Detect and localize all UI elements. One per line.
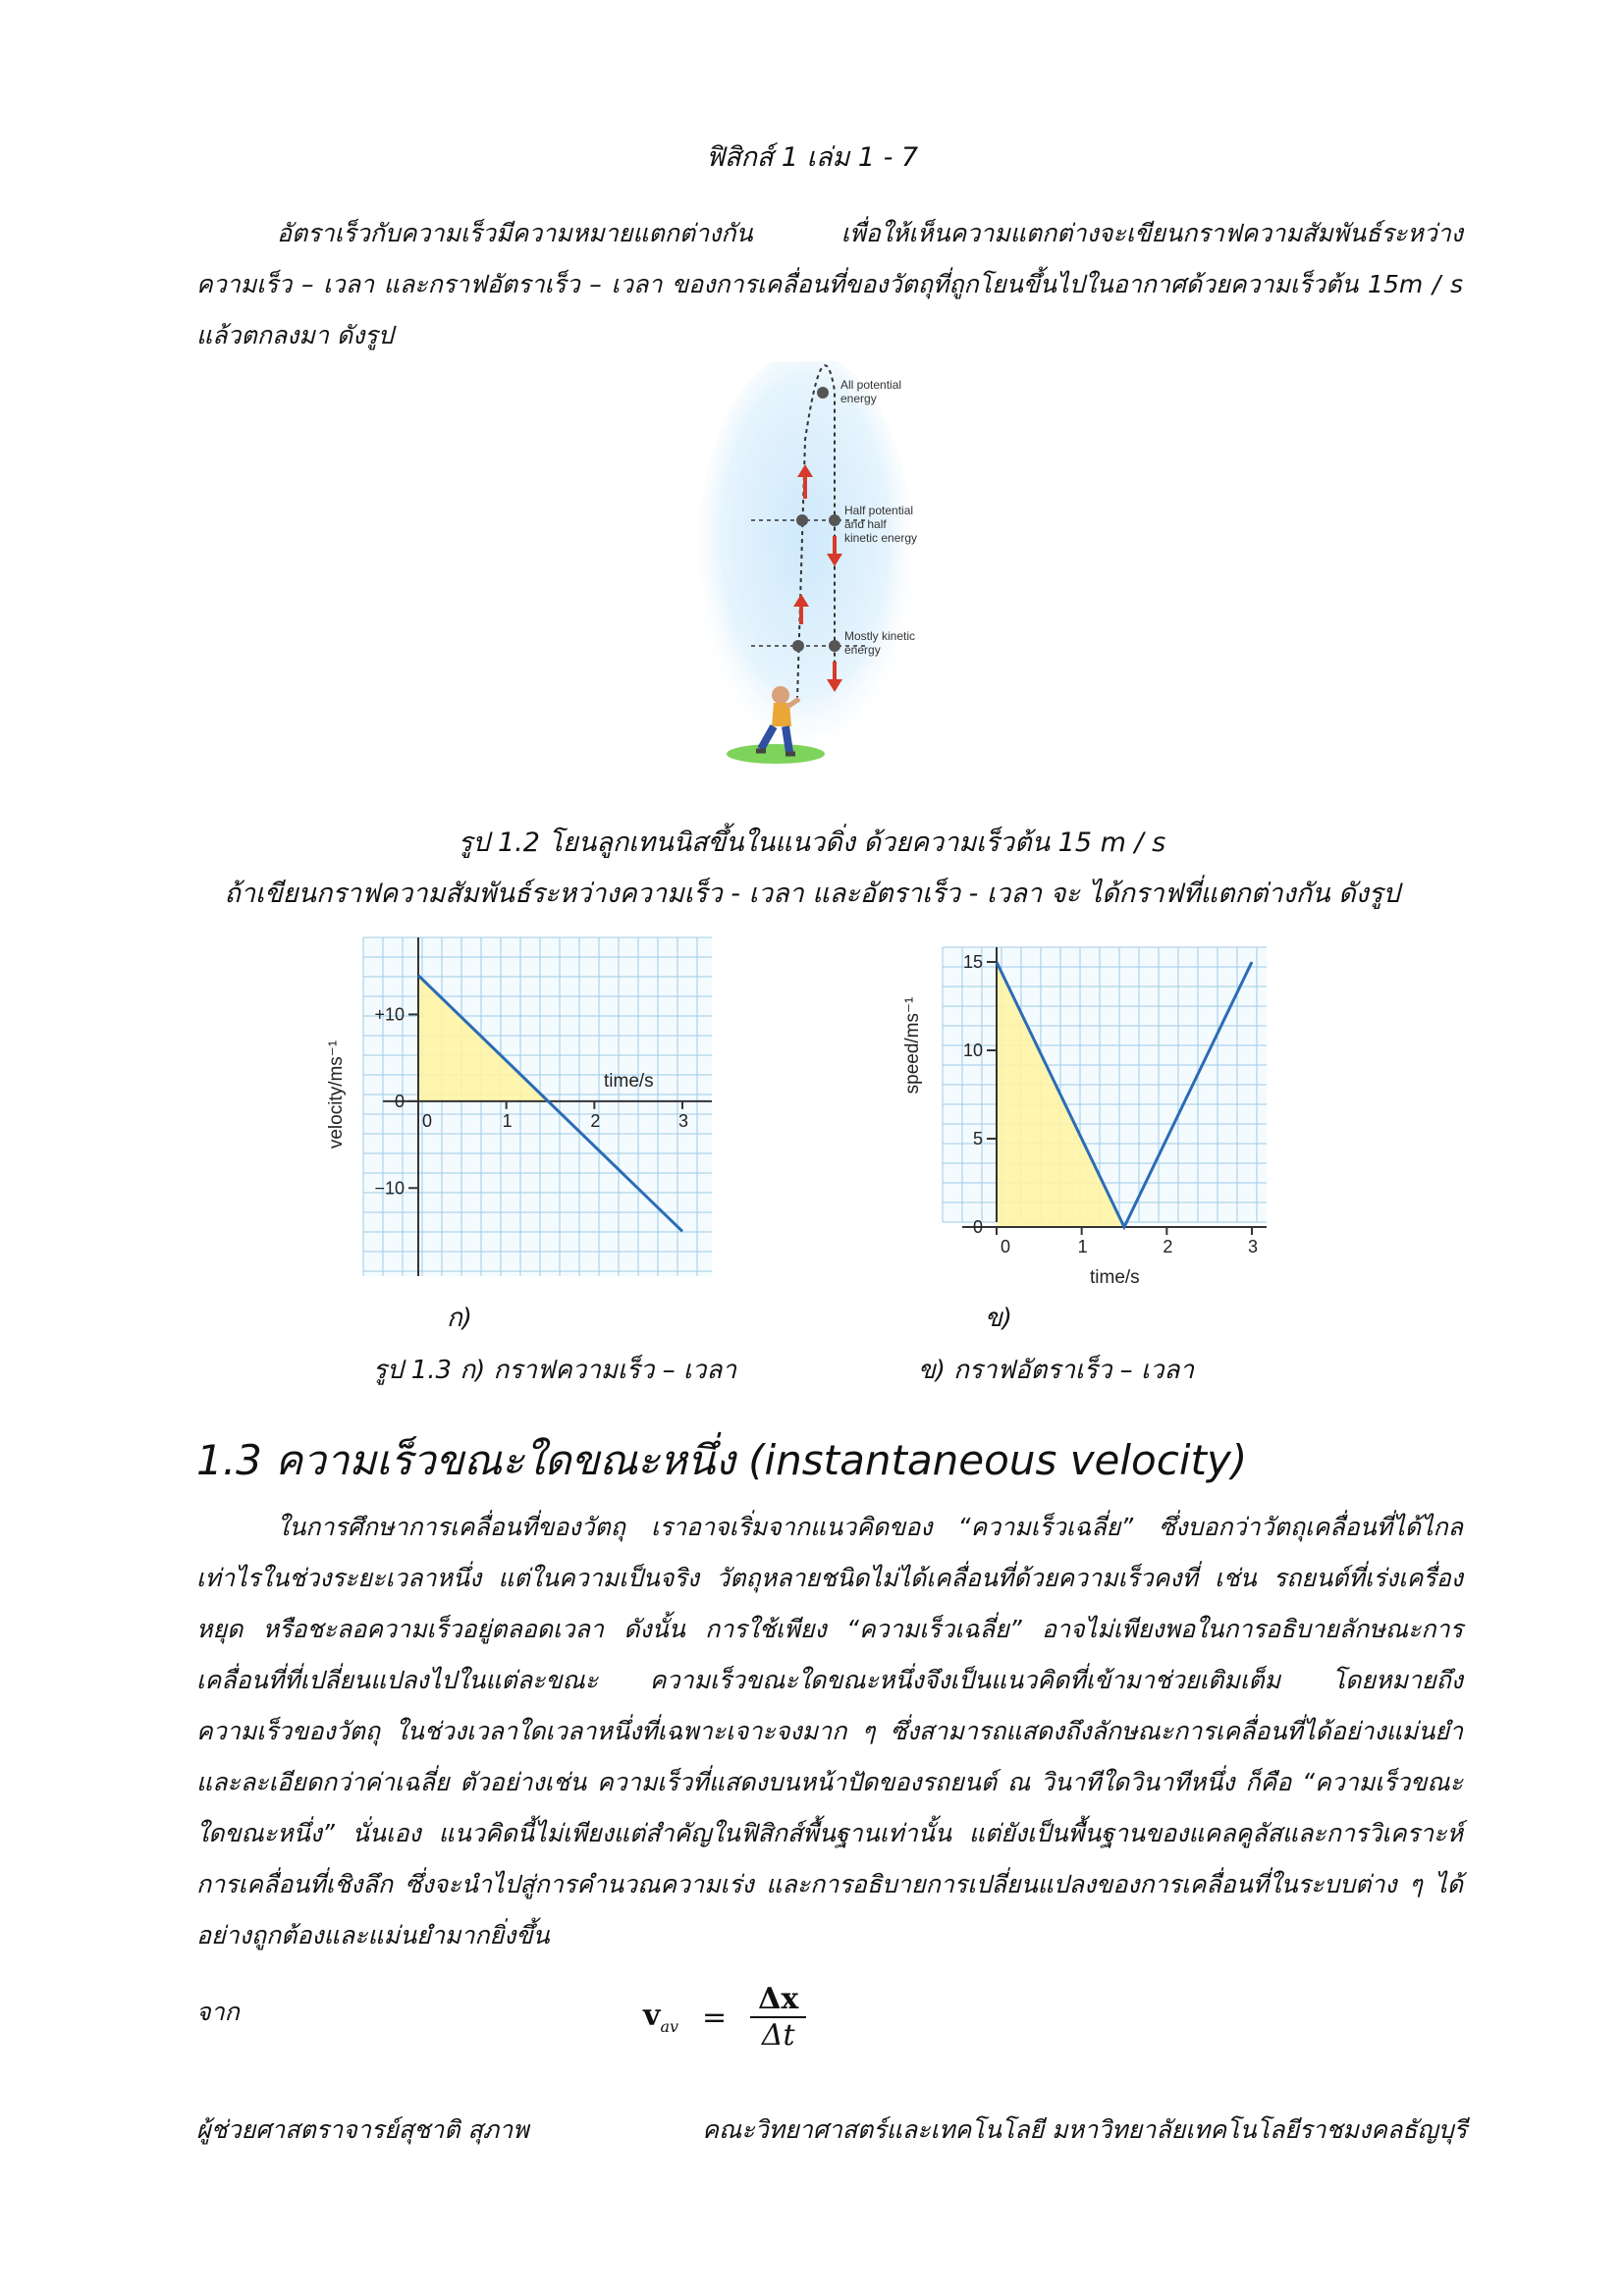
x-tick-label: 2 bbox=[590, 1110, 601, 1131]
tennis-ball-illustration bbox=[687, 361, 982, 774]
y-tick-label: 5 bbox=[972, 1129, 983, 1148]
subfig-b-label: ข) bbox=[985, 1304, 1012, 1333]
x-axis-label: time/s bbox=[1090, 1267, 1140, 1288]
page-header: ฟิสิกส์ 1 เล่ม 1 - 7 bbox=[705, 142, 919, 173]
ball-mid-right bbox=[829, 514, 840, 526]
y-tick-label: 0 bbox=[394, 1091, 405, 1111]
y-axis-label: velocity/ms⁻¹ bbox=[326, 1040, 347, 1149]
label-mid-2: and half bbox=[844, 517, 887, 531]
ball-top bbox=[817, 387, 829, 399]
x-axis-label: time/s bbox=[604, 1071, 654, 1092]
footer-affiliation: คณะวิทยาศาสตร์และเทคโนโลยี มหาวิทยาลัยเทคโนโลยีราชมงคลธัญบุรี bbox=[702, 2115, 1467, 2144]
label-top-2: energy bbox=[840, 392, 877, 405]
equation-lhs: $v_{av}$ bbox=[643, 1999, 679, 2036]
sky-background bbox=[697, 361, 916, 764]
y-tick-label: 15 bbox=[962, 952, 983, 972]
figure-1-3-caption-a: รูป 1.3 ก) กราฟความเร็ว – เวลา bbox=[373, 1356, 736, 1385]
section-title: 1.3 ความเร็วขณะใดขณะหนึ่ง (instantaneous velocity) bbox=[196, 1436, 1248, 1484]
y-tick-label: 10 bbox=[962, 1041, 983, 1060]
y-tick-label: 0 bbox=[972, 1217, 983, 1237]
ball-low-right bbox=[829, 640, 840, 652]
label-low-1: Mostly kinetic bbox=[844, 629, 916, 643]
ball-mid-left bbox=[796, 514, 808, 526]
body-paragraph: ในการศึกษาการเคลื่อนที่ของวัตถุ เราอาจเริ่มจากแนวคิดของ “ความเร็วเฉลี่ย” ซึ่งบอกว่าวัตถุเคลื่อนที่ได้ไกลเท่าไรในช่วงระยะเวลาหนึ่ง แต่ในความเป็นจริง วัตถุหลายชนิดไม่ได้เคลื่อนที่ด้วยความเร็วคงที่ เช่น รถยนต์ที่เร่งเครื่อง หยุด หรือชะลอความเร็วอยู่ตลอดเวลา ดังนั้น การใช้เพียง “ความเร็วเฉลี่ย” อาจไม่เพียงพอในการอธิบายลักษณะการเคลื่อนที่ที่เปลี่ยนแปลงไปในแต่ละขณะ ความเร็วขณะใดขณะหนึ่งจึงเป็นแนวคิดที่เข้ามาช่วยเติมเต็ม โดยหมายถึงความเร็วของวัตถุ ในช่วงเวลาใดเวลาหนึ่งที่เฉพาะเจาะจงมาก ๆ ซึ่งสามารถแสดงถึงลักษณะการเคลื่อนที่ได้อย่างแม่นยำและละเอียดกว่าค่าเฉลี่ย ตัวอย่างเช่น ความเร็วที่แสดงบนหน้าปัดของรถยนต์ ณ วินาทีใดวินาทีหนึ่ง ก็คือ “ความเร็วขณะใดขณะหนึ่ง” นั่นเอง แนวคิดนี้ไม่เพียงแต่สำคัญในฟิสิกส์พื้นฐานเท่านั้น แต่ยังเป็นพื้นฐานของแคลคูลัสและการวิเคราะห์การเคลื่อนที่เชิงลึก ซึ่งจะนำไปสู่การคำนวณความเร่ง และการอธิบายการเปลี่ยนแปลงของการเคลื่อนที่ในระบบต่าง ๆ ได้อย่างถูกต้องและแม่นยำมากยิ่งขึ้น bbox=[196, 1513, 1463, 1949]
y-axis-label: speed/ms⁻¹ bbox=[902, 996, 923, 1095]
equation-denominator: Δt bbox=[761, 2018, 795, 2053]
from-label: จาก bbox=[196, 1998, 240, 2026]
equation-numerator: Δx bbox=[750, 1982, 806, 2018]
grass-patch bbox=[727, 744, 825, 764]
intro-paragraph: อัตราเร็วกับความเร็วมีความหมายแตกต่างกัน เพื่อให้เห็นความแตกต่างจะเขียนกราฟความสัมพันธ์ระหว่าง ความเร็ว – เวลา และกราฟอัตราเร็ว – เวลา ของการเคลื่อนที่ของวัตถุที่ถูกโยนขึ้นไปในอากาศด้วยความเร็วต้น 15m / s แล้วตกลงมา ดังรูป bbox=[196, 219, 1463, 349]
figure-1-3-caption-b: ข) กราฟอัตราเร็ว – เวลา bbox=[918, 1356, 1194, 1385]
y-tick-label: −10 bbox=[374, 1178, 405, 1199]
x-tick-label: 3 bbox=[1248, 1237, 1259, 1256]
speed-time-chart bbox=[898, 928, 1272, 1296]
y-tick-label: +10 bbox=[374, 1004, 405, 1025]
figure-1-2-caption: รูป 1.2 โยนลูกเทนนิสขึ้นในแนวดิ่ง ด้วยความเร็วต้น 15 m / s bbox=[458, 828, 1166, 858]
x-tick-label: 3 bbox=[678, 1110, 689, 1131]
subfig-a-label: ก) bbox=[447, 1304, 472, 1333]
x-tick-label: 2 bbox=[1163, 1237, 1173, 1256]
grid-background bbox=[363, 937, 712, 1276]
x-tick-label: 1 bbox=[1077, 1237, 1088, 1256]
lead-sentence: ถ้าเขียนกราฟความสัมพันธ์ระหว่างความเร็ว - เวลา และอัตราเร็ว - เวลา จะ ได้กราฟที่แตกต่างกัน ดังรูป bbox=[224, 879, 1400, 909]
x-tick-label: 1 bbox=[502, 1110, 513, 1131]
equation-equals: = bbox=[702, 2000, 728, 2035]
x-tick-label: 0 bbox=[422, 1110, 433, 1131]
label-mid-1: Half potential bbox=[844, 504, 914, 517]
velocity-time-chart bbox=[324, 928, 717, 1291]
average-velocity-equation bbox=[643, 1973, 806, 2061]
label-low-2: energy bbox=[844, 643, 881, 657]
ball-low-left bbox=[792, 640, 804, 652]
footer-author: ผู้ช่วยศาสตราจารย์สุชาติ สุภาพ bbox=[196, 2115, 529, 2144]
label-mid-3: kinetic energy bbox=[844, 531, 918, 545]
equation-fraction bbox=[750, 1982, 806, 2053]
x-tick-label: 0 bbox=[1001, 1237, 1011, 1256]
label-top-1: All potential bbox=[840, 378, 902, 392]
